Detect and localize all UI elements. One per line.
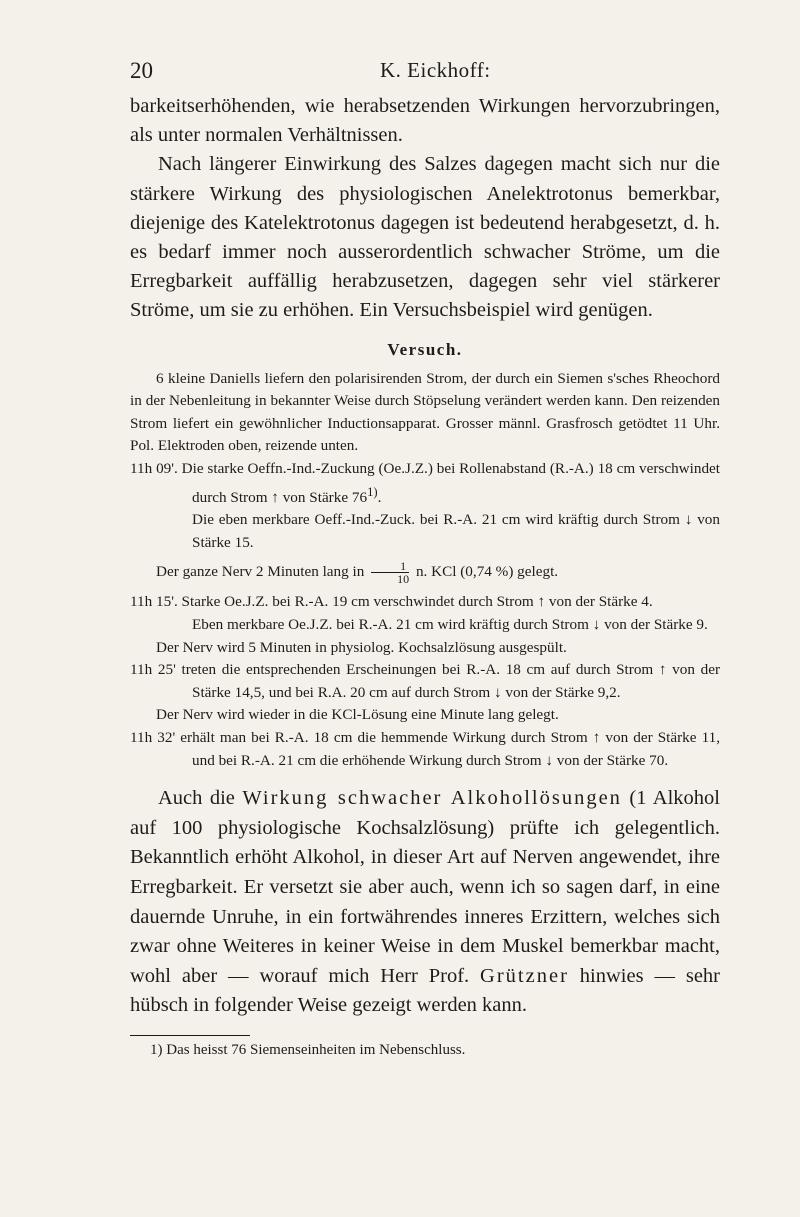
entry-time: 11h 09'.: [130, 460, 178, 477]
fraction-numerator: 1: [371, 560, 409, 573]
closing-text-e: hinwies — sehr hübsch in folgender Weise gezeigt werden kann.: [130, 964, 721, 1017]
emphasized-phrase: Wirkung schwacher Alkohollösungen: [242, 787, 622, 810]
intro-text: [130, 92, 720, 326]
footnote: 1) Das heisst 76 Siemenseinheiten im Nebenschluss.: [150, 1041, 466, 1058]
footnote-rule: [130, 1035, 250, 1036]
entry-time: 11h 32': [130, 729, 176, 746]
fraction: [371, 560, 409, 585]
protocol-entry-2-sub: Eben merkbare Oe.J.Z. bei R.-A. 21 cm wird kräftig durch Strom ↓ von der Stärke 9.: [192, 616, 708, 634]
nerve-treatment-text-2: n. KCl (0,74 %) gelegt.: [415, 563, 559, 581]
entry-time: 11h 15'.: [130, 593, 178, 611]
experiment-protocol: [130, 368, 720, 773]
nerve-treatment-1: [130, 560, 720, 585]
nerve-treatment-text: Der ganze Nerv 2 Minuten lang in: [156, 563, 365, 581]
nerve-treatment-3: Der Nerv wird wieder in die KCl-Lösung eine Minute lang gelegt.: [156, 706, 559, 724]
entry-text: Starke Oe.J.Z. bei R.-A. 19 cm verschwindet durch Strom ↑ von der Stärke 4.: [181, 593, 653, 611]
running-head: K. Eickhoff:: [380, 58, 491, 82]
nerve-treatment-2: Der Nerv wird 5 Minuten in physiolog. Kochsalzlösung ausgespült.: [156, 638, 567, 656]
closing-paragraph: [130, 784, 720, 1021]
protocol-entry-1: [130, 458, 720, 509]
author-name: Grützner: [480, 964, 569, 987]
entry-text: Die starke Oeffn.-Ind.-Zuckung (Oe.J.Z.) bei Rollenabstand (R.-A.) 18 cm verschwindet durch Strom ↑ von Stärke 76: [181, 460, 721, 506]
closing-text-a: Auch die: [158, 787, 235, 810]
closing-text: [130, 784, 720, 1021]
protocol-entry-3: [130, 659, 720, 704]
intro-paragraph-2: Nach längerer Einwirkung des Salzes dagegen macht sich nur die stärkere Wirkung des physiologischen Anelektrotonus bemerkbar, diejenige des Katelektrotonus dagegen ist bedeutend herabgesetzt, d. h. es bedarf immer noch ausserordentlich schwacher Ströme, um die Erregbarkeit auffällig herabzusetzen, dagegen sehr viel stärkerer Ströme, um sie zu erhöhen. Ein Versuchsbeispiel wird genügen.: [130, 153, 720, 322]
entry-text: erhält man bei R.-A. 18 cm die hemmende Wirkung durch Strom ↑ von der Stärke 11, und bei R.-A. 21 cm die erhöhende Wirkung durch Strom ↓ von der Stärke 70.: [180, 729, 720, 769]
page-header: [130, 50, 720, 92]
protocol-entry-1-sub: Die eben merkbare Oeff.-Ind.-Zuck. bei R.-A. 21 cm wird kräftig durch Strom ↓ von Stärke 15.: [192, 511, 720, 551]
page-number: 20: [130, 58, 153, 83]
entry-time: 11h 25': [130, 661, 176, 679]
intro-paragraph-1: barkeitserhöhenden, wie herabsetzenden Wirkungen hervorzubringen, als unter normalen Verhältnissen.: [130, 95, 720, 147]
section-title: Versuch.: [387, 339, 463, 359]
fraction-denominator: 10: [397, 572, 410, 587]
closing-text-c: (1 Alkohol auf 100 physiologische Kochsalzlösung) prüfte ich gelegentlich. Bekanntlich erhöht Alkohol, in dieser Art auf Nerven angewendet, ihre Erregbarkeit. Er versetzt sie aber auch, wenn ich so sagen darf, in eine dauernde Unruhe, in ein fortwährendes inneres Erzittern, welches sich zwar ohne Weiteres in keiner Weise in dem Muskel bemerkbar macht, wohl aber — worauf mich Herr Prof.: [130, 787, 721, 987]
protocol-entry-2: [130, 591, 720, 614]
entry-text: treten die entsprechenden Erscheinungen bei R.-A. 18 cm auf durch Strom ↑ von der Stärke 14,5, und bei R.A. 20 cm auf durch Strom ↓ von der Stärke 9,2.: [181, 661, 721, 701]
protocol-entry-4: [130, 727, 720, 772]
book-page: [130, 50, 720, 1059]
footnote-marker: 1): [367, 484, 378, 499]
entry-end: .: [377, 488, 382, 506]
experiment-description: 6 kleine Daniells liefern den polarisirenden Strom, der durch ein Siemen s'sches Rheochord in der Nebenleitung in bekannter Weise durch Stöpselung verändert werden kann. Den reizenden Strom liefert ein gewöhnlicher Inductionsapparat. Grosser männl. Grasfrosch getödtet 11 Uhr. Pol. Elektroden oben, reizende unten.: [130, 369, 720, 455]
